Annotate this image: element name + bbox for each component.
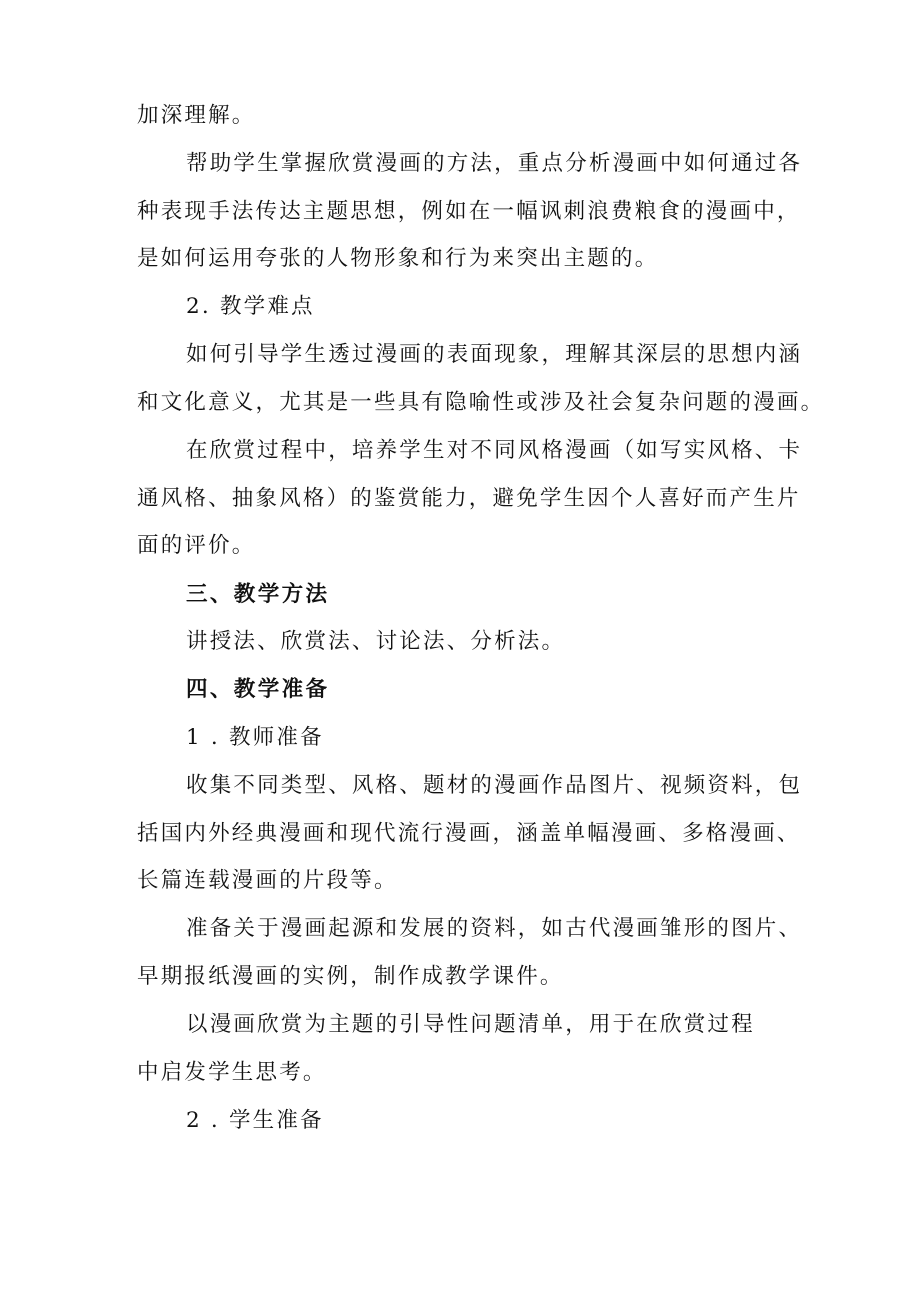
paragraph-line: 帮助学生掌握欣赏漫画的方法，重点分析漫画中如何通过各 (186, 151, 803, 176)
section-heading: 三、教学方法 (186, 582, 330, 607)
paragraph-line: 早期报纸漫画的实例，制作成教学课件。 (137, 964, 564, 989)
paragraph-line: 是如何运用夸张的人物形象和行为来突出主题的。 (137, 246, 659, 271)
paragraph-line: 加深理解。 (137, 103, 256, 128)
paragraph-line: 以漫画欣赏为主题的引导性问题清单，用于在欣赏过程 (186, 1012, 755, 1037)
paragraph-line: 在欣赏过程中，培养学生对不同风格漫画（如写实风格、卡 (186, 438, 803, 463)
paragraph-line: 括国内外经典漫画和现代流行漫画，涵盖单幅漫画、多格漫画、 (137, 821, 801, 846)
subheading-line: 2 . 学生准备 (186, 1108, 324, 1133)
paragraph-line: 中启发学生思考。 (137, 1060, 327, 1085)
paragraph-line: 长篇连载漫画的片段等。 (137, 868, 398, 893)
subheading-line: 1 . 教师准备 (186, 725, 324, 750)
paragraph-line: 和文化意义，尤其是一些具有隐喻性或涉及社会复杂问题的漫画。 (137, 390, 825, 415)
subheading-line: 2. 教学难点 (186, 294, 315, 319)
paragraph-line: 种表现手法传达主题思想，例如在一幅讽刺浪费粮食的漫画中， (137, 199, 801, 224)
section-heading: 四、教学准备 (186, 677, 330, 702)
paragraph-line: 收集不同类型、风格、题材的漫画作品图片、视频资料，包 (186, 773, 803, 798)
paragraph-line: 通风格、抽象风格）的鉴赏能力，避免学生因个人喜好而产生片 (137, 486, 801, 511)
paragraph-line: 讲授法、欣赏法、讨论法、分析法。 (186, 629, 566, 654)
paragraph-line: 准备关于漫画起源和发展的资料，如古代漫画雏形的图片、 (186, 916, 803, 941)
paragraph-line: 面的评价。 (137, 533, 256, 558)
paragraph-line: 如何引导学生透过漫画的表面现象，理解其深层的思想内涵 (186, 342, 803, 367)
